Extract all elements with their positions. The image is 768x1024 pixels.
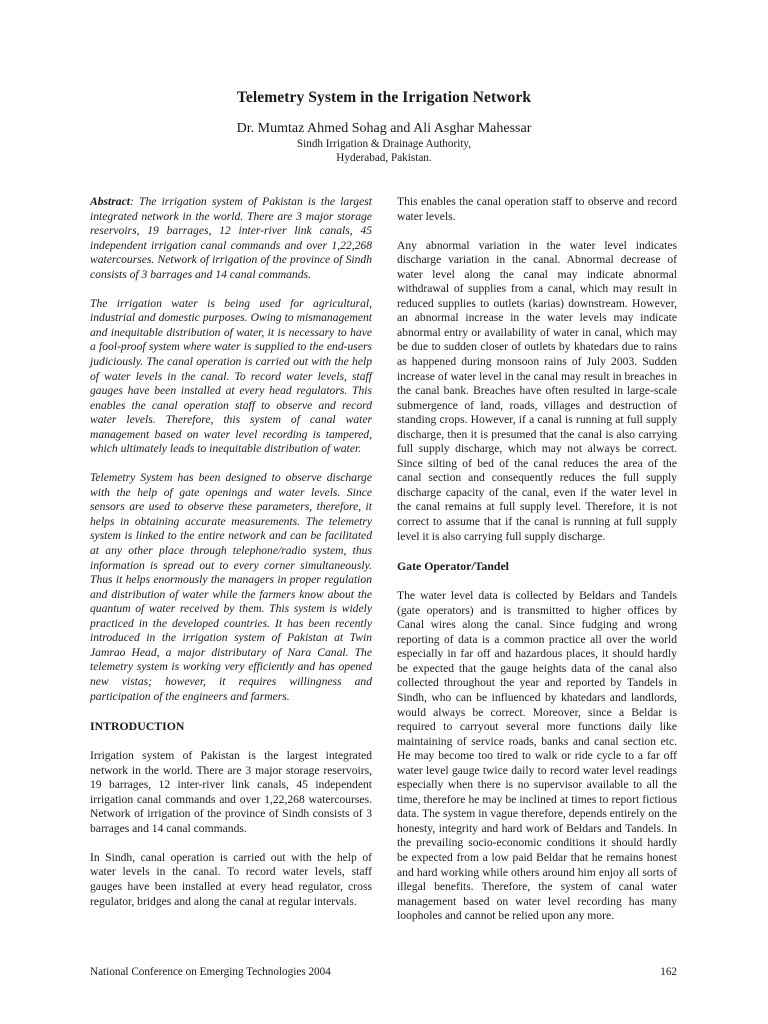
abstract-paragraph-1 xyxy=(90,195,372,282)
abstract-label: Abstract xyxy=(90,195,130,208)
introduction-heading: INTRODUCTION xyxy=(90,718,185,733)
footer-page-number: 162 xyxy=(660,966,677,978)
gate-operator-heading: Gate Operator/Tandel xyxy=(397,558,509,573)
affiliation-line-2: Hyderabad, Pakistan. xyxy=(336,152,432,164)
abstract-paragraph-2: The irrigation water is being used for agricultural, industrial and domestic purposes. Owing to mismanagement and inequitable distribution of water, it is necessary to have a fool-proof system where water is supplied to the end-users judiciously. The canal operation is carried out with the help of water levels in the canal. To record water levels, staff gauges have been installed at every head regulators. This enables the canal operation staff to observe and record water levels. Therefore, this system of canal water management based on water level recording is tampered, which ultimately leads to inequitable distribution of water. xyxy=(90,296,372,456)
right-paragraph-1: This enables the canal operation staff to observe and record water levels. xyxy=(397,195,677,223)
paper-title: Telemetry System in the Irrigation Network xyxy=(236,89,532,106)
left-column xyxy=(90,195,372,924)
abstract-text: : The irrigation system of Pakistan is the largest integrated network in the world. There are 3 major storage reservoirs, 19 barrages, 12 inter-river link canals, 45 independent irrigation canal commands and over 1,22,268 watercourses. Network of irrigation of the province of Sindh consists of 3 barrages and 14 canal commands. xyxy=(90,195,372,281)
right-paragraph-2: Any abnormal variation in the water level indicates discharge variation in the canal. Abnormal decrease of water level along the canal may indicate abnormal withdrawal of supplies from a canal, which may result in reduced supplies to outlets (karias) downstream. However, an abnormal increase in the water levels may indicate abnormal entry or availability of water in canal, which may be due to sudden closer of outlets by khatedars due to rains as happened during monsoon rains of July 2003. Sudden increase of water level in the canal may result in breaches in the canal bank. Breaches have often resulted in large-scale submergence of land, roads, villages and destruction of standing crops. However, if a canal is running at full supply discharge, then it is presumed that the canal is also carrying full supply discharge, which may not always be correct. Since silting of bed of the canal reduces the area of the canal section and consequently reduces the full supply discharge capacity of the canal, even if the water level in the canal remains at full supply level. Therefore, it is not correct to assume that if the canal is running at full supply level it is also carrying full supply discharge. xyxy=(397,238,677,543)
introduction-paragraph-2: In Sindh, canal operation is carried out with the help of water levels in the canal. To record water levels, staff gauges have been installed at every head regulator, cross regulator, bridges and along the canal at regular intervals. xyxy=(90,850,372,908)
right-paragraph-3: The water level data is collected by Beldars and Tandels (gate operators) and is transmitted to higher offices by Canal wires along the canal. Since fudging and wrong reporting of data is a common practice all over the world especially in far off and hazardous places, it should hardly be expected that the gauge heights data of the canal also collected throughout the year and reported by Tandels in Sindh, who can be influenced by khatedars and landlords, would always be correct. Moreover, since a Beldar is required to carryout several more functions daily like maintaining of service roads, banks and canal section etc. He may become too tired to walk or ride cycle to a far off water level gauge twice daily to record water level readings especially when there is no supervisor available to all the time, therefore he may be inclined at times to report fictious data. The system in vague therefore, depends entirely on the honesty, integrity and hard work of Beldars and Tandels. In the prevailing socio-economic conditions it should hardly be expected from a low paid Beldar that he remains honest and hard working while others around him enjoy all sorts of illegal benefits. Therefore, the system of canal water management based on water level recording has many loopholes and cannot be relied upon any more. xyxy=(397,589,677,923)
right-column xyxy=(397,195,677,938)
paper-authors: Dr. Mumtaz Ahmed Sohag and Ali Asghar Mahessar xyxy=(236,121,532,136)
introduction-paragraph-1: Irrigation system of Pakistan is the largest integrated network in the world. There are 3 major storage reservoirs, 19 barrages, 12 inter-river link canals, 45 independent irrigation canal commands and over 1,22,268 watercourses. Network of irrigation of the province of Sindh consists of 3 barrages and 14 canal commands. xyxy=(90,749,372,835)
abstract-paragraph-3: Telemetry System has been designed to observe discharge with the help of gate openings and water levels. Since sensors are used to observe these parameters, therefore, it helps in obtaining accurate measurements. The telemetry system is linked to the entire network and can be facilitated at any other place through telephone/radio system, thus information is spread out to every corner simultaneously. Thus it helps enormously the managers in proper regulation and distribution of water while the farmers know about the quantum of water received by them. This system is widely practiced in the developed countries. It has been recently introduced in the irrigation system of Pakistan at Twin Jamrao Head, a major distributary of Nara Canal. The telemetry system is working very efficiently and has opened new vistas; however, it requires willingness and participation of the engineers and farmers. xyxy=(90,471,372,703)
footer-conference: National Conference on Emerging Technologies 2004 xyxy=(90,966,331,978)
affiliation-line-1: Sindh Irrigation & Drainage Authority, xyxy=(296,138,472,150)
